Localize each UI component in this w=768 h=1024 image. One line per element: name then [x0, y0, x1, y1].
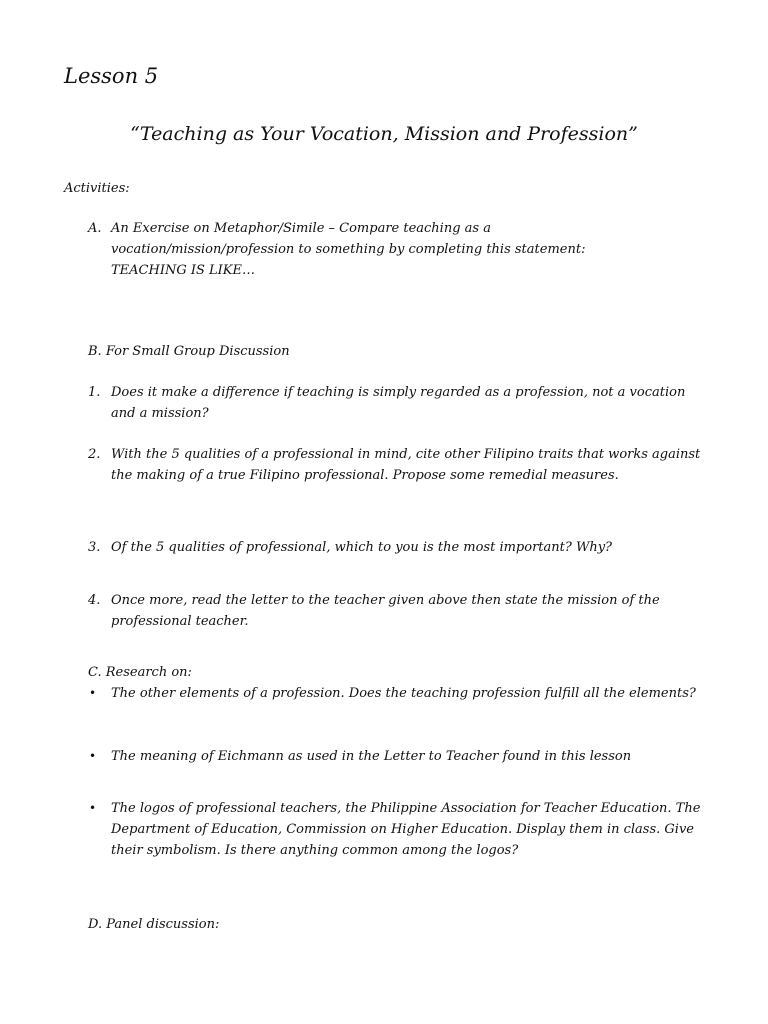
bullet-marker: •: [89, 801, 97, 815]
lesson-title: Lesson 5: [64, 64, 159, 88]
section-a-text: An Exercise on Metaphor/Simile – Compare teaching as a vocation/mission/profession to something by completing this statement: TEACHING IS LIKE…: [111, 221, 586, 278]
list-item-marker: 2.: [88, 447, 101, 462]
activities-label: Activities:: [64, 181, 130, 196]
main-title: “Teaching as Your Vocation, Mission and Profession”: [130, 123, 638, 145]
section-d-heading: D. Panel discussion:: [88, 917, 220, 932]
section-a-marker: A.: [88, 221, 102, 236]
bullet-item-text: The meaning of Eichmann as used in the Letter to Teacher found in this lesson: [111, 749, 632, 764]
bullet-item-text: The logos of professional teachers, the Philippine Association for Teacher Education. The Department of Education, Commission on Higher Education. Display them in class. Give their symbolism. Is there anything common among the logos?: [111, 801, 701, 858]
list-item-text: Of the 5 qualities of professional, which to you is the most important? Why?: [111, 540, 613, 555]
bullet-marker: •: [89, 686, 97, 700]
list-item-text: Once more, read the letter to the teacher given above then state the mission of the professional teacher.: [111, 593, 660, 629]
bullet-item-text: The other elements of a profession. Does the teaching profession fulfill all the elements?: [111, 686, 696, 701]
bullet-marker: •: [89, 749, 97, 763]
list-item-text: Does it make a difference if teaching is simply regarded as a profession, not a vocation and a mission?: [111, 385, 686, 421]
list-item-marker: 1.: [88, 385, 101, 400]
list-item-marker: 3.: [88, 540, 101, 555]
list-item-text: With the 5 qualities of a professional in mind, cite other Filipino traits that works against the making of a true Filipino professional. Propose some remedial measures.: [111, 447, 701, 483]
section-b-heading: B. For Small Group Discussion: [88, 344, 290, 359]
section-c-heading: C. Research on:: [88, 665, 192, 680]
list-item-marker: 4.: [88, 593, 101, 608]
